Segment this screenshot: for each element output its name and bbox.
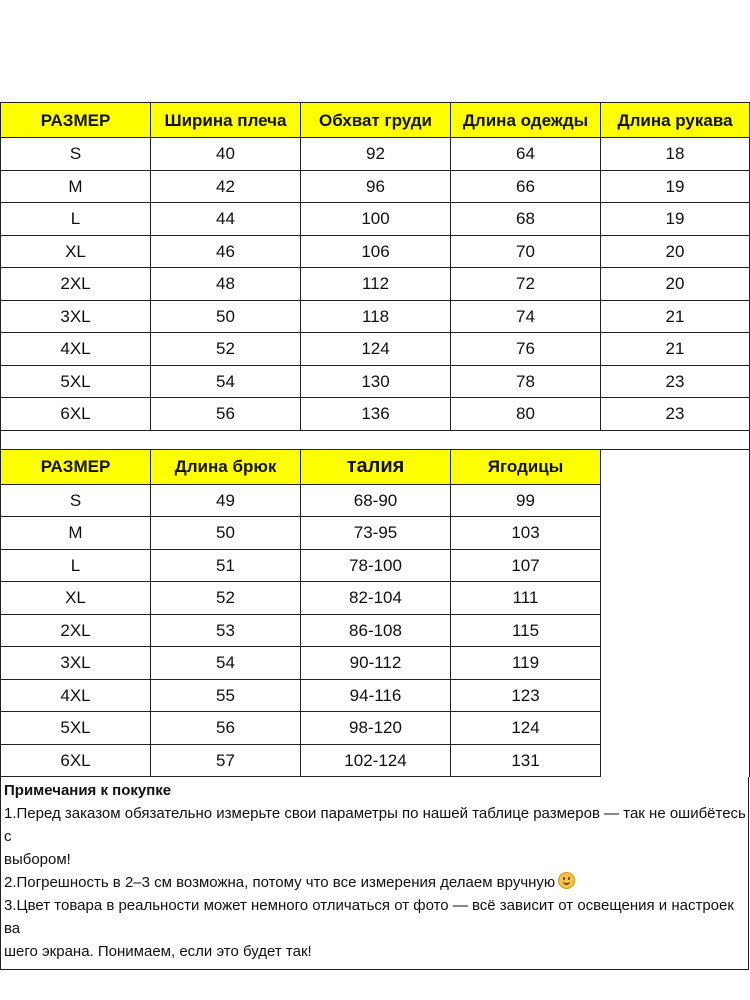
- table-cell: 90-112: [301, 647, 451, 680]
- table-cell: 82-104: [301, 582, 451, 615]
- note-line-2: [4, 871, 748, 894]
- table-cell: 52: [151, 333, 301, 366]
- blank-cell: [601, 549, 750, 582]
- blank-cell: [601, 484, 750, 517]
- table-cell: 52: [151, 582, 301, 615]
- blank-cell: [601, 679, 750, 712]
- table-cell: 4XL: [1, 333, 151, 366]
- table-cell: 111: [451, 582, 601, 615]
- table-row: [1, 235, 750, 268]
- table-row: [1, 365, 750, 398]
- table-row: [1, 484, 750, 517]
- table-cell: 73-95: [301, 517, 451, 550]
- table-cell: 64: [451, 138, 601, 171]
- table-row: [1, 138, 750, 171]
- table-cell: 44: [151, 203, 301, 236]
- table-cell: L: [1, 203, 151, 236]
- table-cell: 66: [451, 170, 601, 203]
- header-size-2: РАЗМЕР: [1, 449, 151, 484]
- table-cell: 94-116: [301, 679, 451, 712]
- table-cell: 21: [601, 333, 750, 366]
- table-cell: S: [1, 138, 151, 171]
- table-cell: 70: [451, 235, 601, 268]
- header-garment-length: Длина одежды: [451, 103, 601, 138]
- table-cell: 119: [451, 647, 601, 680]
- note-line-2-text: 2.Погрешность в 2–3 см возможна, потому что все измерения делаем вручную: [4, 874, 556, 891]
- table-cell: 78: [451, 365, 601, 398]
- table-cell: 68: [451, 203, 601, 236]
- table-cell: 48: [151, 268, 301, 301]
- table-cell: S: [1, 484, 151, 517]
- table-cell: 102-124: [301, 744, 451, 777]
- table-cell: 98-120: [301, 712, 451, 745]
- table-cell: 3XL: [1, 300, 151, 333]
- header-waist: талия: [301, 449, 451, 484]
- table-cell: 2XL: [1, 614, 151, 647]
- table-row: [1, 679, 750, 712]
- table-cell: 72: [451, 268, 601, 301]
- table-cell: 40: [151, 138, 301, 171]
- spacer-cell: [1, 430, 750, 449]
- table-cell: 115: [451, 614, 601, 647]
- table-cell: 96: [301, 170, 451, 203]
- table-cell: 23: [601, 365, 750, 398]
- header-hips: Ягодицы: [451, 449, 601, 484]
- header-sleeve-length: Длина рукава: [601, 103, 750, 138]
- table-cell: 3XL: [1, 647, 151, 680]
- table-cell: 49: [151, 484, 301, 517]
- table-cell: 92: [301, 138, 451, 171]
- table-cell: 20: [601, 268, 750, 301]
- table-cell: 54: [151, 647, 301, 680]
- table-cell: 130: [301, 365, 451, 398]
- table-cell: 20: [601, 235, 750, 268]
- table-row: [1, 549, 750, 582]
- table-cell: 51: [151, 549, 301, 582]
- bottom-header-row: [1, 449, 750, 484]
- spacer-row: [1, 430, 750, 449]
- table-row: [1, 517, 750, 550]
- table-cell: 68-90: [301, 484, 451, 517]
- blank-cell: [601, 647, 750, 680]
- spacer-body: [1, 430, 750, 484]
- blank-cell: [601, 712, 750, 745]
- header-trouser-length: Длина брюк: [151, 449, 301, 484]
- table-row: [1, 744, 750, 777]
- table-cell: XL: [1, 235, 151, 268]
- table-cell: 6XL: [1, 744, 151, 777]
- table-cell: 136: [301, 398, 451, 431]
- top-header-row: [1, 103, 750, 138]
- blank-cell: [601, 582, 750, 615]
- table-row: [1, 582, 750, 615]
- blank-cell: [601, 614, 750, 647]
- blank-cell: [601, 517, 750, 550]
- blank-cell: [601, 449, 750, 484]
- bottom-rows: [1, 484, 750, 777]
- table-cell: 123: [451, 679, 601, 712]
- table-cell: 55: [151, 679, 301, 712]
- header-size: РАЗМЕР: [1, 103, 151, 138]
- purchase-notes: [0, 777, 749, 970]
- table-cell: XL: [1, 582, 151, 615]
- table-row: [1, 398, 750, 431]
- header-chest: Обхват груди: [301, 103, 451, 138]
- table-cell: 6XL: [1, 398, 151, 431]
- table-cell: 100: [301, 203, 451, 236]
- table-row: [1, 712, 750, 745]
- notes-title: Примечания к покупке: [4, 782, 172, 799]
- table-cell: 56: [151, 398, 301, 431]
- table-cell: 5XL: [1, 712, 151, 745]
- size-table: [0, 102, 750, 777]
- blank-cell: [601, 744, 750, 777]
- table-cell: 107: [451, 549, 601, 582]
- table-cell: 19: [601, 170, 750, 203]
- table-cell: 50: [151, 517, 301, 550]
- table-cell: 46: [151, 235, 301, 268]
- smiley-face-icon: [558, 872, 575, 889]
- table-cell: 57: [151, 744, 301, 777]
- table-cell: 19: [601, 203, 750, 236]
- table-cell: M: [1, 517, 151, 550]
- table-cell: 103: [451, 517, 601, 550]
- table-cell: 112: [301, 268, 451, 301]
- table-cell: 106: [301, 235, 451, 268]
- top-rows: [1, 138, 750, 431]
- note-line-1b: выбором!: [4, 851, 71, 868]
- table-cell: 76: [451, 333, 601, 366]
- table-cell: 78-100: [301, 549, 451, 582]
- table-cell: 99: [451, 484, 601, 517]
- size-chart: [0, 102, 750, 970]
- table-cell: 131: [451, 744, 601, 777]
- table-row: [1, 614, 750, 647]
- table-cell: L: [1, 549, 151, 582]
- table-cell: 5XL: [1, 365, 151, 398]
- table-row: [1, 268, 750, 301]
- table-cell: 53: [151, 614, 301, 647]
- note-line-3a: 3.Цвет товара в реальности может немного отличаться от фото — всё зависит от освещения и настроек ва: [4, 897, 734, 937]
- table-cell: 23: [601, 398, 750, 431]
- table-cell: 118: [301, 300, 451, 333]
- table-cell: 42: [151, 170, 301, 203]
- table-row: [1, 333, 750, 366]
- top-table-body: [1, 103, 750, 138]
- table-cell: 124: [301, 333, 451, 366]
- table-cell: 56: [151, 712, 301, 745]
- table-cell: 80: [451, 398, 601, 431]
- table-cell: M: [1, 170, 151, 203]
- table-cell: 4XL: [1, 679, 151, 712]
- table-cell: 2XL: [1, 268, 151, 301]
- table-cell: 18: [601, 138, 750, 171]
- table-cell: 50: [151, 300, 301, 333]
- table-row: [1, 647, 750, 680]
- table-cell: 124: [451, 712, 601, 745]
- table-row: [1, 203, 750, 236]
- header-shoulder-width: Ширина плеча: [151, 103, 301, 138]
- note-line-3b: шего экрана. Понимаем, если это будет так!: [4, 943, 312, 960]
- table-row: [1, 300, 750, 333]
- table-cell: 74: [451, 300, 601, 333]
- note-line-1a: 1.Перед заказом обязательно измерьте свои параметры по нашей таблице размеров — так не ошибётесь с: [4, 805, 746, 845]
- table-cell: 21: [601, 300, 750, 333]
- table-cell: 86-108: [301, 614, 451, 647]
- table-cell: 54: [151, 365, 301, 398]
- table-row: [1, 170, 750, 203]
